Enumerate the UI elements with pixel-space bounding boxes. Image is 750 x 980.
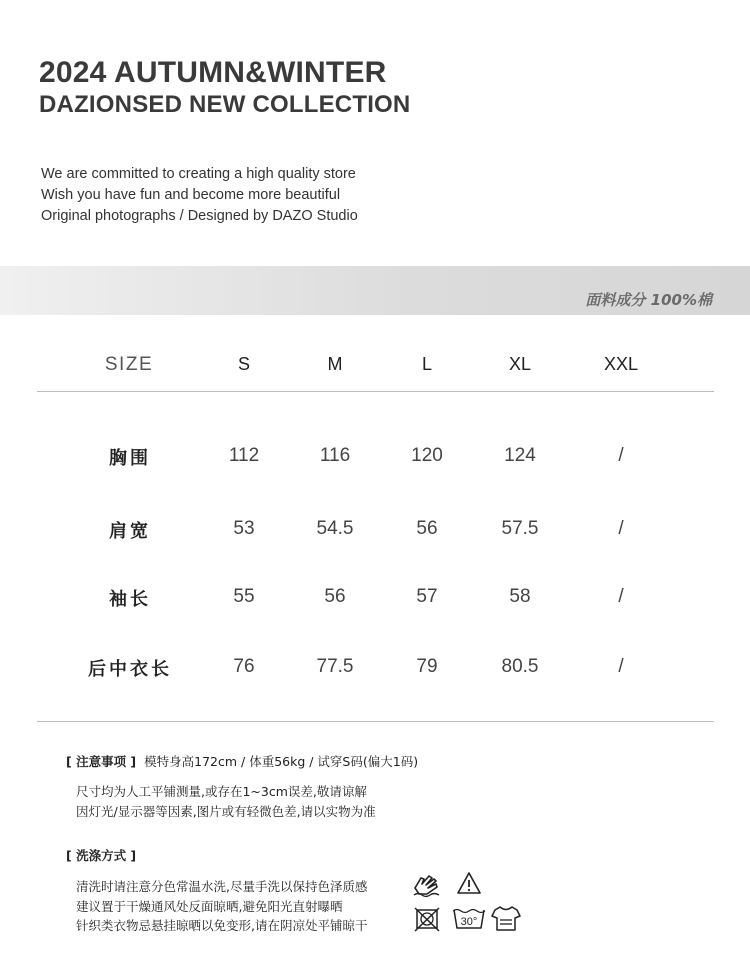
- dry-flat-icon: [491, 904, 521, 932]
- note-line: 因灯光/显示器等因素,图片或有轻微色差,请以实物为准: [76, 804, 376, 819]
- table-cell: 54.5: [316, 518, 354, 539]
- notes-section: [66, 752, 418, 770]
- table-cell: 56: [324, 586, 346, 607]
- table-cell: 76: [233, 656, 255, 677]
- table-cell: 53: [233, 518, 255, 539]
- washing-line: 建议置于干燥通风处反面晾晒,避免阳光直射曝晒: [76, 899, 343, 914]
- table-cell: 116: [319, 445, 351, 466]
- table-cell: /: [618, 586, 624, 607]
- washing-line: 针织类衣物忌悬挂晾晒以免变形,请在阴凉处平铺晾干: [76, 918, 368, 933]
- table-cell: 80.5: [501, 656, 539, 677]
- column-header-s: S: [237, 354, 251, 374]
- row-label-shoulder: 肩宽: [109, 521, 151, 542]
- tagline: Wish you have fun and become more beautiful: [41, 187, 341, 203]
- collection-title: 2024 AUTUMN&WINTER: [39, 56, 387, 89]
- row-label-back-length: 后中衣长: [88, 659, 172, 680]
- table-cell: 57.5: [501, 518, 539, 539]
- table-cell: 55: [233, 586, 255, 607]
- table-cell: 124: [504, 445, 536, 466]
- column-header-xl: XL: [508, 354, 532, 374]
- collection-subtitle: DAZIONSED NEW COLLECTION: [39, 91, 411, 118]
- table-divider: [37, 721, 714, 722]
- row-label-chest: 胸围: [109, 448, 151, 469]
- table-cell: 77.5: [316, 656, 354, 677]
- table-cell: 112: [228, 445, 260, 466]
- notes-heading: [ 注意事项 ]: [66, 754, 137, 769]
- warning-triangle-icon: [456, 871, 482, 895]
- table-cell: /: [618, 445, 624, 466]
- column-header-size: SIZE: [104, 354, 154, 375]
- fabric-composition: 面料成分 100%棉: [585, 291, 712, 309]
- washing-line: 清洗时请注意分色常温水洗,尽量手洗以保持色泽质感: [76, 879, 368, 894]
- table-cell: 120: [411, 445, 443, 466]
- wash-30-icon: [452, 904, 486, 932]
- table-divider: [37, 391, 714, 392]
- tagline: We are committed to creating a high quality store: [41, 166, 356, 182]
- table-cell: 57: [416, 586, 438, 607]
- table-cell: /: [618, 518, 624, 539]
- table-cell: 79: [416, 656, 438, 677]
- washing-heading: [ 洗涤方式 ]: [66, 848, 137, 863]
- column-header-xxl: XXL: [603, 354, 639, 374]
- tagline: Original photographs / Designed by DAZO Studio: [41, 208, 358, 224]
- table-cell: 58: [509, 586, 531, 607]
- model-info: 模特身高172cm / 体重56kg / 试穿S码(偏大1码): [144, 754, 419, 769]
- wash-temperature: 30°: [460, 916, 478, 928]
- table-cell: /: [618, 656, 624, 677]
- column-header-m: M: [327, 354, 343, 374]
- note-line: 尺寸均为人工平铺测量,或存在1~3cm误差,敬请谅解: [76, 784, 367, 799]
- row-label-sleeve: 袖长: [109, 589, 151, 610]
- column-header-l: L: [421, 354, 433, 374]
- hand-wash-icon: [412, 870, 442, 898]
- no-tumble-dry-icon: [414, 906, 440, 932]
- table-cell: 56: [416, 518, 438, 539]
